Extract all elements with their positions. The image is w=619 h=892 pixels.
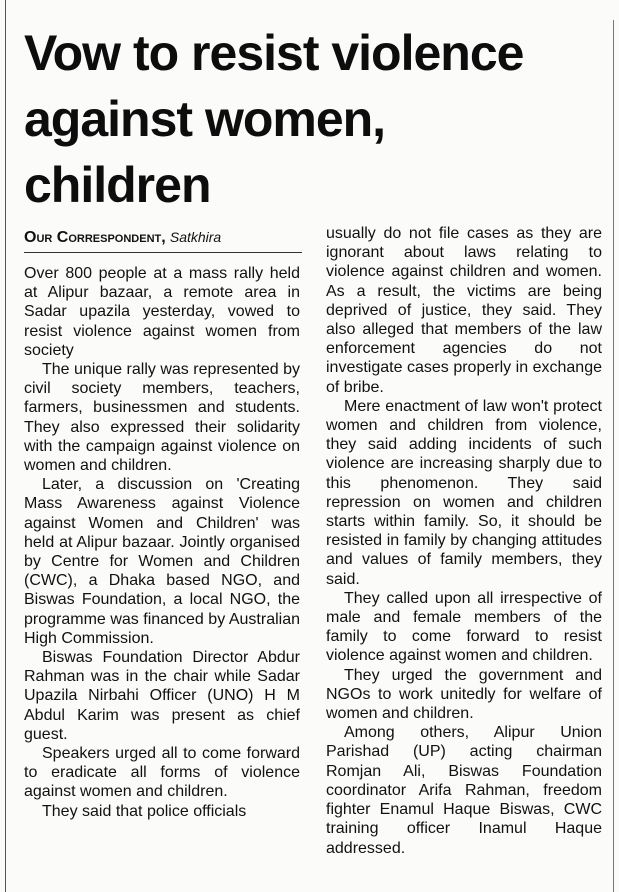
article-paragraph: They called upon all irrespective of male and female members of the family to come forward to resist violence against women and children. xyxy=(326,589,602,665)
article-paragraph: Speakers urged all to come forward to eradicate all forms of violence against women and children. xyxy=(24,745,300,801)
headline-line: children xyxy=(24,157,211,213)
headline xyxy=(24,20,604,218)
article-paragraph: Mere enactment of law won't protect women and children from violence, they said adding incidents of such violence are increasing sharply due to this phenomenon. They said repression on women and children starts within family. So, it should be resisted in family by changing attitudes and values of family members, they said. xyxy=(326,397,602,588)
article-column-left xyxy=(24,264,300,821)
byline xyxy=(24,228,302,247)
byline-location: Satkhira xyxy=(169,229,222,245)
right-column-rule xyxy=(613,20,614,892)
article-paragraph: They said that police officials xyxy=(42,802,247,820)
article-paragraph: usually do not file cases as they are ignorant about laws relating to violence against children and women. As a result, the victims are being deprived of justice, they said. They also alleged that members of the law enforcement agencies do not investigate cases properly in exchange of bribe. xyxy=(326,225,602,396)
article-paragraph: Biswas Foundation Director Abdur Rahman was in the chair while Sadar Upazila Nirbahi Officer (UNO) H M Abdul Karim was present as chief guest. xyxy=(24,649,300,743)
byline-author: Our Correspondent, xyxy=(24,229,166,246)
headline-line: Vow to resist violence xyxy=(24,25,524,81)
article-paragraph: Later, a discussion on 'Creating Mass Awareness against Violence against Women and Children' was held at Alipur bazaar. Jointly organised by Centre for Women and Children (CWC), a Dhaka based NGO, and Biswas Foundation, a local NGO, the programme was financed by Australian High Commission. xyxy=(24,476,300,647)
article-paragraph: Over 800 people at a mass rally held at Alipur bazaar, a remote area in Sadar upazila yesterday, vowed to resist violence against women from society xyxy=(24,265,300,359)
article-paragraph: They urged the government and NGOs to work unitedly for welfare of women and children. xyxy=(326,666,602,723)
headline-line: against women, xyxy=(24,91,386,147)
left-column-rule xyxy=(5,0,6,892)
article-column-right xyxy=(326,224,602,858)
article-paragraph: The unique rally was represented by civil society members, teachers, farmers, businessmen and students. They also expressed their solidarity with the campaign against violence on women and children. xyxy=(24,361,300,475)
article-paragraph: Among others, Alipur Union Parishad (UP) acting chairman Romjan Ali, Biswas Foundation coordinator Arifa Rahman, freedom fighter Enamul Haque Biswas, CWC training officer Inamul Haque addressed. xyxy=(326,724,602,857)
byline-divider xyxy=(24,252,302,253)
